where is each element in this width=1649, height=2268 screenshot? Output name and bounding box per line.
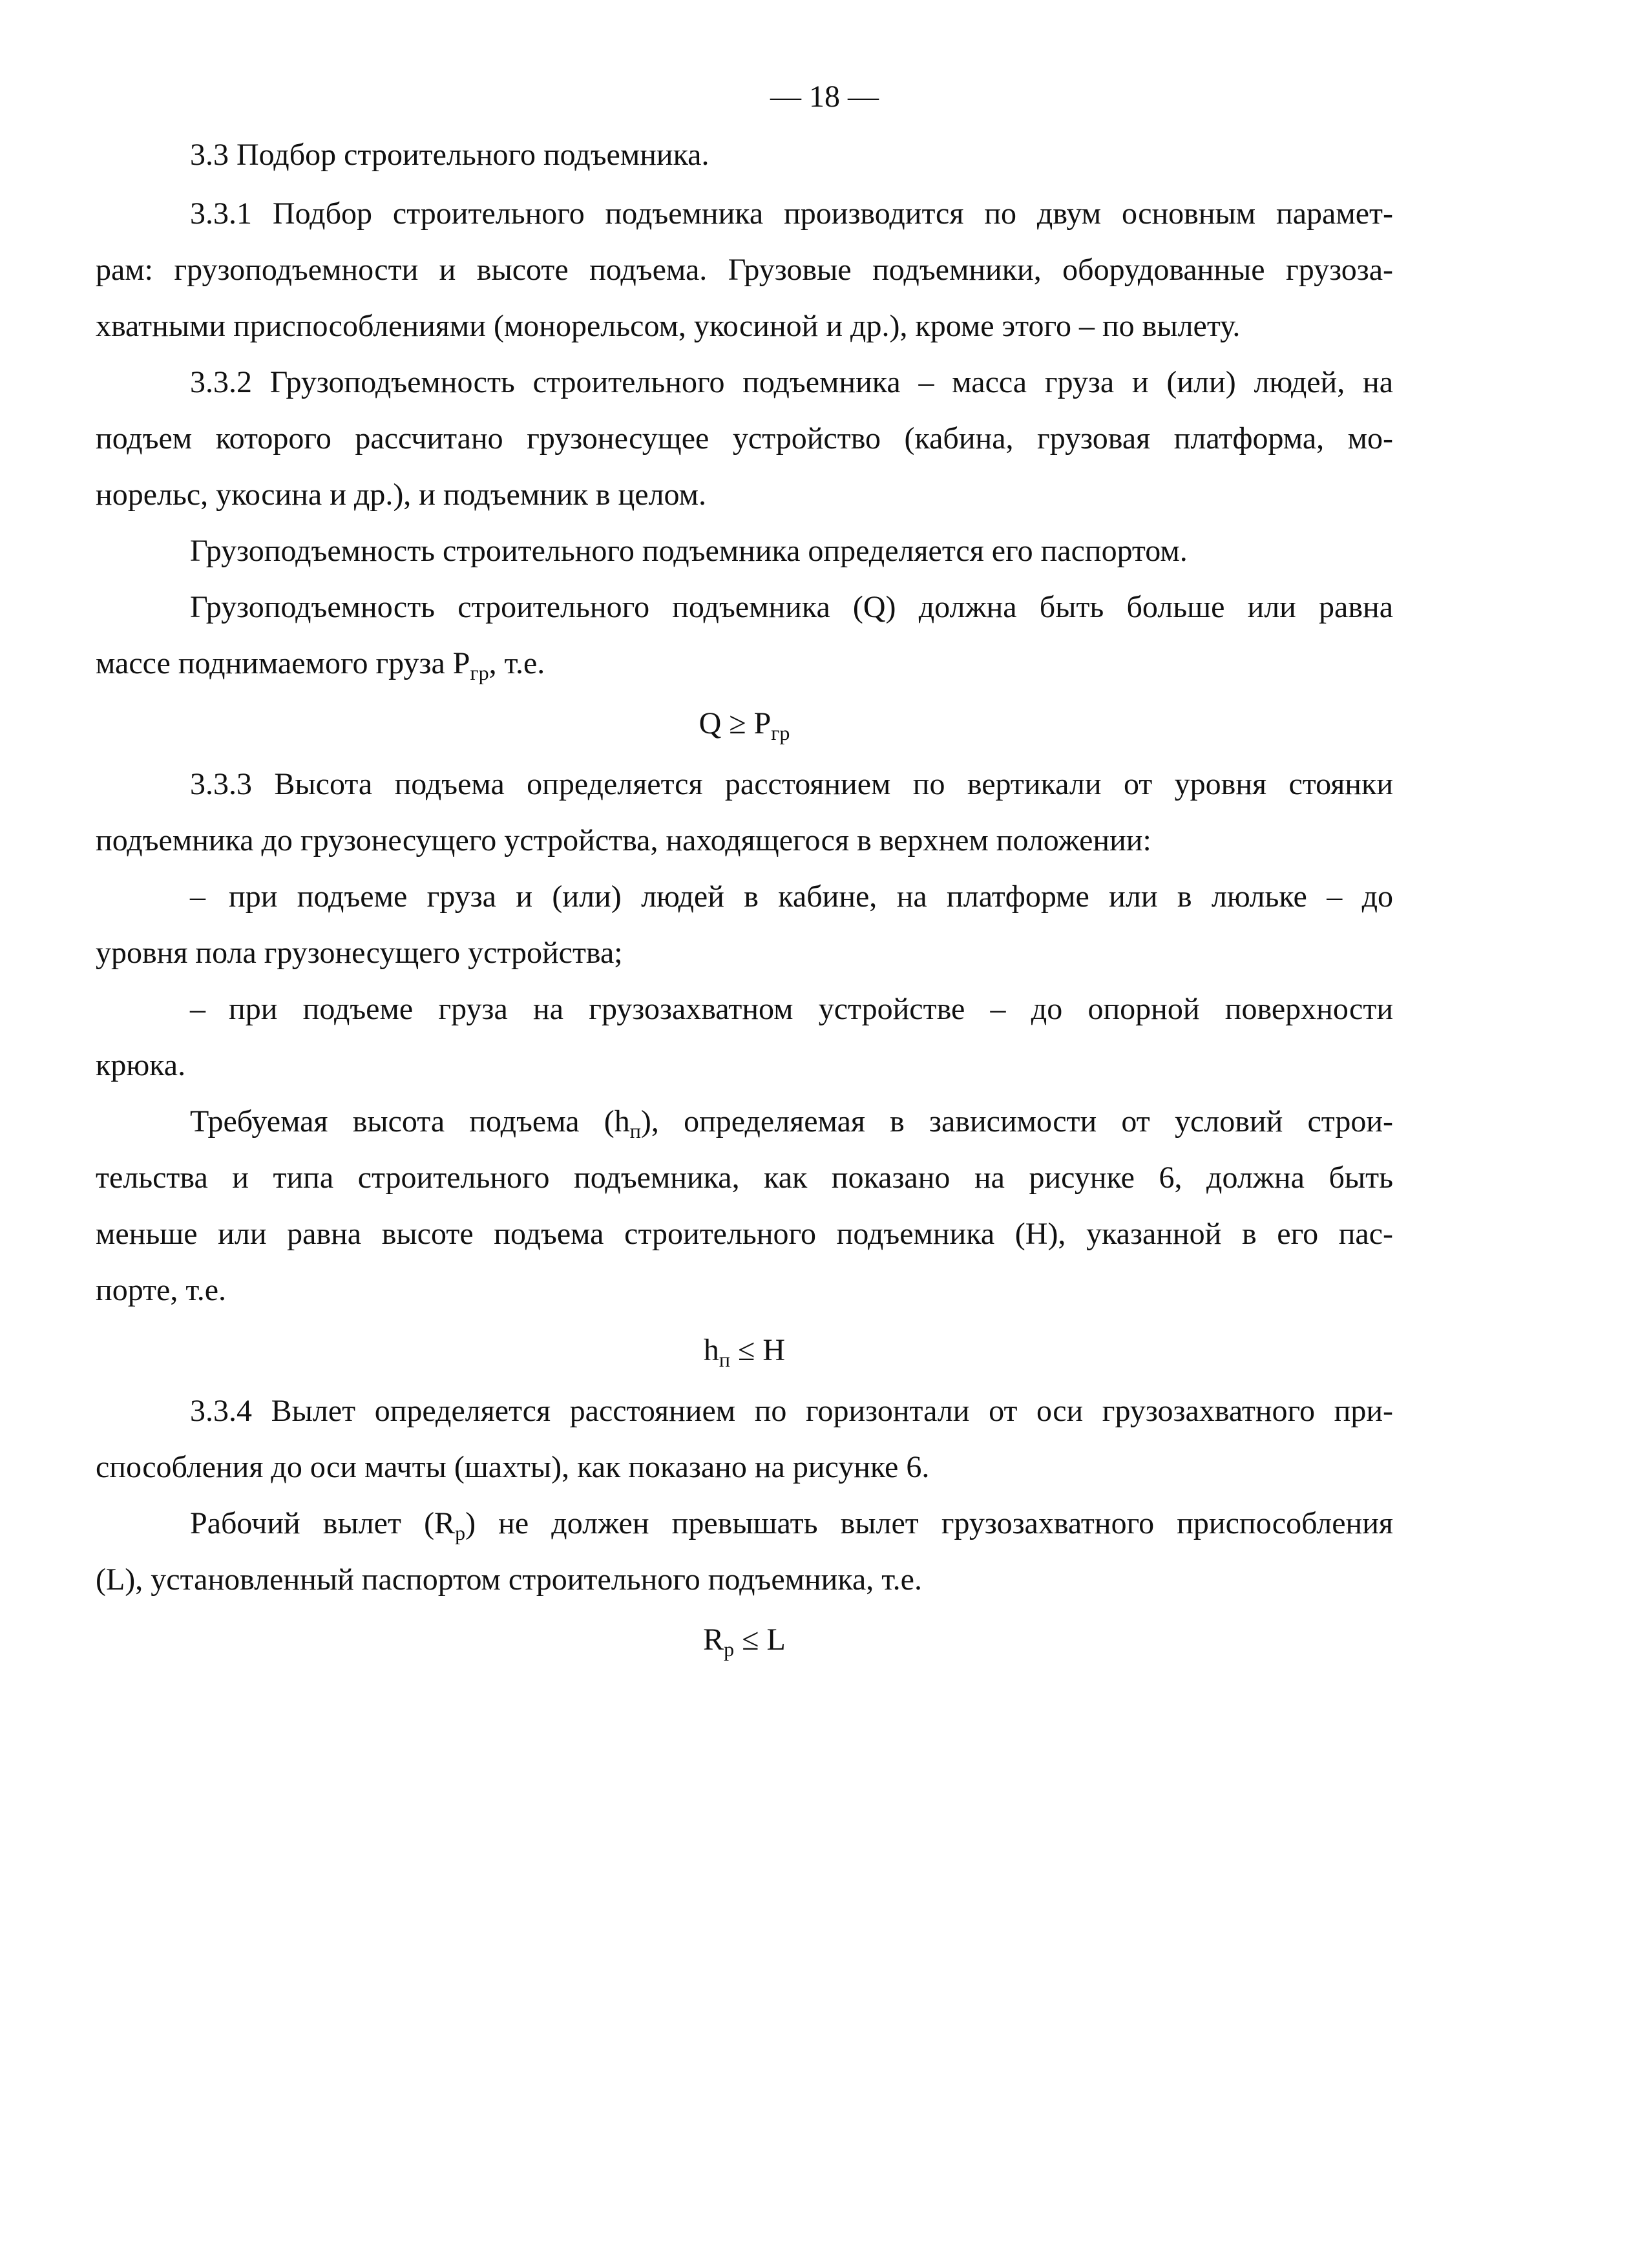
text-line: (L), установленный паспортом строительного подъемника, т.е. [96,1562,922,1597]
text-line: 3.3.3 Высота подъема определяется расстоянием по вертикали от уровня стоянки [190,767,1393,801]
page-number: — 18 — [770,79,879,114]
text-line: рам: грузоподъемности и высоте подъема. Грузовые подъемники, оборудованные грузоза- [96,253,1393,287]
text-line: хватными приспособлениями (монорельсом, укосиной и др.), кроме этого – по вылету. [96,309,1241,343]
text-line: подъем которого рассчитано грузонесущее устройство (кабина, грузовая платформа, мо- [96,421,1393,456]
bullet-dash: – [190,879,205,914]
section-heading: 3.3 Подбор строительного подъемника. [190,138,709,172]
subscript: р [455,1521,466,1544]
formula-reach [96,1608,1393,1672]
formula-rest: ≤ H [730,1333,786,1367]
text-line: тельства и типа строительного подъемника, как показано на рисунке 6, должна быть [96,1160,1393,1195]
formula-rest: ≤ L [734,1622,786,1657]
formula-subscript: р [724,1637,735,1661]
formula-main: h [703,1333,719,1367]
text-run: массе поднимаемого груза P [96,646,470,680]
text-run: ), определяемая в зависимости от условий строи- [640,1104,1393,1139]
text-line [96,1495,1393,1551]
document-body [96,127,1393,1672]
formula-subscript: гр [771,721,790,744]
text-line: Грузоподъемность строительного подъемника (Q) должна быть больше или равна [190,590,1393,624]
text-run: ) не должен превышать вылет грузозахватного приспособления [465,1506,1393,1540]
text-line: подъемника до грузонесущего устройства, находящегося в верхнем положении: [96,823,1151,857]
formula-capacity [96,691,1393,756]
paragraph-working-reach [96,1495,1393,1608]
text-line [96,635,1393,691]
subscript: п [629,1119,641,1142]
paragraph-passport: Грузоподъемность строительного подъемника определяется его паспортом. [190,534,1188,568]
text-line: норельс, укосина и др.), и подъемник в целом. [96,478,706,512]
text-run: при подъеме груза и (или) людей в кабине, на платформе или в люльке – до [229,879,1393,914]
text-line: крюка. [96,1048,186,1082]
paragraph-capacity [96,579,1393,691]
formula-height [96,1318,1393,1383]
paragraph-3-3-3 [96,756,1393,868]
text-line: уровня пола грузонесущего устройства; [96,936,623,970]
subscript: гр [470,661,489,684]
paragraph-required-height [96,1093,1393,1318]
text-run: Требуемая высота подъема (h [190,1104,630,1139]
formula-main: R [703,1622,724,1657]
text-line [96,1093,1393,1150]
text-line [96,981,1393,1037]
paragraph-3-3-4 [96,1383,1393,1495]
formula-subscript: п [719,1348,731,1371]
text-line: меньше или равна высоте подъема строительного подъемника (H), указанной в его пас- [96,1217,1393,1251]
text-run: Рабочий вылет (R [190,1506,456,1540]
bullet-dash: – [190,992,205,1026]
text-line: способления до оси мачты (шахты), как показано на рисунке 6. [96,1450,930,1484]
paragraph-3-3-1 [96,185,1393,354]
paragraph-3-3-2 [96,354,1393,523]
text-line: 3.3.2 Грузоподъемность строительного подъемника – масса груза и (или) людей, на [190,365,1393,399]
text-run: при подъеме груза на грузозахватном устройстве – до опорной поверхности [229,992,1393,1026]
list-item-hook [96,981,1393,1093]
text-line [96,868,1393,925]
formula-main: Q ≥ P [698,706,772,740]
text-line: порте, т.е. [96,1273,227,1307]
text-line: 3.3.4 Вылет определяется расстоянием по горизонтали от оси грузозахватного при- [190,1394,1393,1428]
text-run: , т.е. [488,646,545,680]
text-line: 3.3.1 Подбор строительного подъемника производится по двум основным парамет- [190,196,1393,231]
list-item-cabin [96,868,1393,981]
